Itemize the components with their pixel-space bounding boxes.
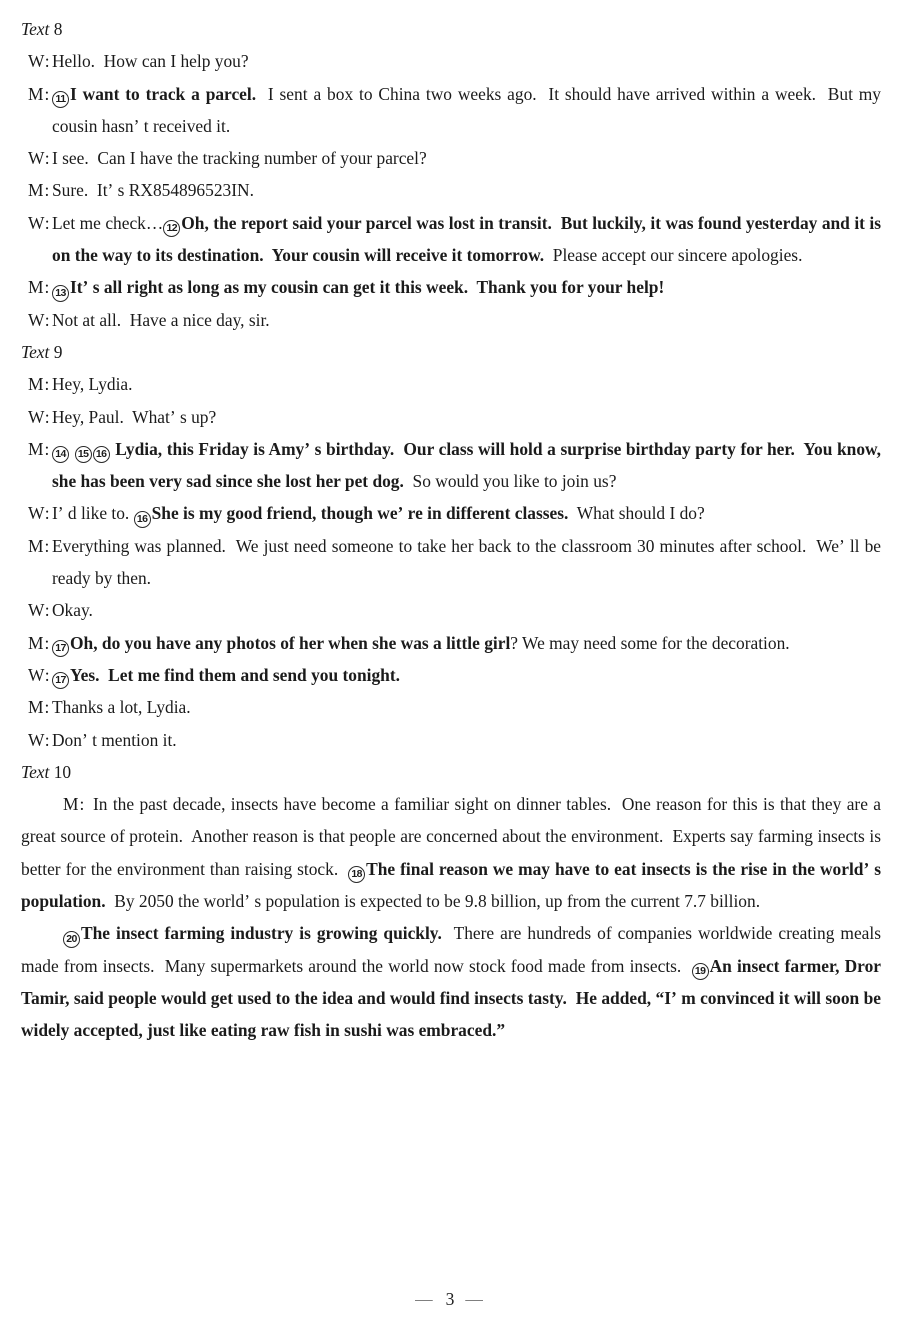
- speaker-label: W:: [28, 406, 51, 427]
- circled-number-callout: 16: [134, 511, 151, 528]
- footer-dash-right: —: [465, 1289, 485, 1309]
- dialogue-line: [28, 401, 881, 433]
- heading-number: 9: [49, 341, 63, 362]
- speaker-label: M:: [28, 438, 51, 459]
- heading-number: 10: [49, 761, 72, 782]
- circled-number-callout: 13: [52, 285, 69, 302]
- text-heading: [21, 756, 881, 788]
- speaker-label: W:: [28, 212, 51, 233]
- speaker-label: M:: [28, 535, 51, 556]
- dialogue-line: [28, 627, 881, 659]
- heading-label: Text: [21, 761, 50, 782]
- dialogue-line: [28, 433, 881, 498]
- speaker-label: M:: [28, 180, 51, 201]
- text-run: [70, 439, 75, 459]
- circled-number-callout: 11: [52, 91, 69, 108]
- text-run: Sure. It’ s RX854896523IN.: [52, 180, 254, 201]
- heading-number: 8: [49, 19, 63, 39]
- text-run: What should I do?: [568, 503, 705, 524]
- emphasis-run: Yes. Let me find them and send you tonight.: [70, 664, 400, 685]
- speaker-label: M:: [28, 277, 51, 298]
- dialogue-line: [28, 304, 881, 336]
- text-run: Hey, Lydia.: [52, 374, 133, 395]
- text-run: There are hundreds of companies worldwide creating meals made from insects. Many supermarkets around the world now stock food made from insects.: [21, 923, 881, 976]
- speaker-label: W:: [28, 51, 51, 72]
- circled-number-callout: 14: [52, 446, 69, 463]
- emphasis-run: The insect farming industry is growing quickly.: [81, 923, 442, 944]
- dialogue-line: [28, 271, 881, 303]
- emphasis-run: Oh, the report said your parcel was lost in transit. But luckily, it was found yesterday and it is on the way to its destination. Your cousin will receive it tomorrow.: [52, 212, 881, 266]
- page-number: 3: [445, 1289, 455, 1309]
- circled-number-callout: 18: [348, 866, 365, 883]
- emphasis-run: The final reason we may have to eat insects is the rise in the world’ s population.: [21, 858, 881, 912]
- circled-number-callout: 17: [52, 672, 69, 689]
- speaker-label: M:: [28, 83, 51, 104]
- speaker-label: M:: [28, 374, 51, 395]
- emphasis-run: Lydia, this Friday is Amy’ s birthday. Our class will hold a surprise birthday party for her. You know, she has been very sad since she lost her pet dog.: [52, 438, 881, 492]
- speaker-label: W:: [28, 309, 51, 330]
- text-run: Please accept our sincere apologies.: [544, 245, 803, 266]
- speaker-label: M:: [28, 632, 51, 653]
- emphasis-run: It’ s all right as long as my cousin can get it this week. Thank you for your help!: [70, 277, 665, 298]
- emphasis-run: An insect farmer, Dror Tamir, said people would get used to the idea and would find insects tasty. He added, “I’ m convinced it will soon be widely accepted, just like eating raw fish in sushi was embraced.”: [21, 955, 882, 1041]
- text-run: Don’ t mention it.: [52, 729, 177, 750]
- speaker-label: W:: [28, 148, 51, 169]
- heading-label: Text: [21, 341, 50, 362]
- dialogue-line: [28, 691, 881, 723]
- text-run: In the past decade, insects have become a familiar sight on dinner tables. One reason for this is that they are a great source of protein. Another reason is that people are concerned about the environment. Experts say farming insects is better for the environment than raising stock.: [21, 794, 881, 879]
- dialogue-line: [28, 78, 881, 143]
- text-run: I see. Can I have the tracking number of your parcel?: [52, 148, 427, 169]
- monologue-paragraph: [21, 788, 881, 917]
- page-footer: [0, 1283, 900, 1315]
- circled-number-callout: 19: [692, 963, 709, 980]
- circled-number-callout: 17: [52, 640, 69, 657]
- monologue-paragraph: [21, 917, 881, 1046]
- speaker-label: W:: [28, 503, 51, 524]
- text-run: Hey, Paul. What’ s up?: [52, 406, 217, 427]
- dialogue-line: [28, 530, 881, 595]
- dialogue-line: [28, 174, 881, 206]
- text-run: I’ d like to.: [52, 503, 134, 524]
- dialogue-line: [28, 594, 881, 626]
- emphasis-run: Oh, do you have any photos of her when she was a little girl: [70, 632, 511, 653]
- circled-number-callout: 15: [75, 446, 92, 463]
- text-run: ? We may need some for the decoration.: [510, 632, 790, 653]
- text-heading: [21, 336, 881, 368]
- speaker-label: M:: [28, 697, 51, 718]
- emphasis-run: I want to track a parcel.: [70, 83, 257, 104]
- text-run: Everything was planned. We just need someone to take her back to the classroom 30 minutes after school. We’ ll be ready by then.: [52, 535, 881, 589]
- circled-number-callout: 16: [93, 446, 110, 463]
- dialogue-line: [28, 368, 881, 400]
- dialogue-line: [28, 724, 881, 756]
- text-run: By 2050 the world’ s population is expected to be 9.8 billion, up from the current 7.7 billion.: [105, 891, 761, 912]
- circled-number-callout: 20: [63, 931, 80, 948]
- text-run: Okay.: [52, 600, 93, 621]
- text-heading: [21, 13, 881, 45]
- text-run: I sent a box to China two weeks ago. It should have arrived within a week. But my cousin hasn’ t received it.: [52, 83, 882, 136]
- text-run: Thanks a lot, Lydia.: [52, 697, 191, 718]
- footer-dash-left: —: [415, 1289, 435, 1309]
- text-run: Let me check…: [52, 212, 164, 233]
- speaker-label: W:: [28, 729, 51, 750]
- text-run: Not at all. Have a nice day, sir.: [52, 309, 270, 330]
- text-run: So would you like to join us?: [403, 471, 617, 492]
- text-run: Hello. How can I help you?: [52, 51, 249, 72]
- dialogue-line: [28, 142, 881, 174]
- dialogue-line: [28, 497, 881, 529]
- speaker-label: W:: [28, 600, 51, 621]
- speaker-label: M:: [63, 794, 86, 815]
- circled-number-callout: 12: [163, 220, 180, 237]
- emphasis-run: She is my good friend, though we’ re in different classes.: [151, 503, 569, 524]
- speaker-label: W:: [28, 664, 51, 685]
- dialogue-line: [28, 207, 881, 272]
- heading-label: Text: [21, 19, 50, 39]
- dialogue-line: [28, 45, 881, 77]
- dialogue-line: [28, 659, 881, 691]
